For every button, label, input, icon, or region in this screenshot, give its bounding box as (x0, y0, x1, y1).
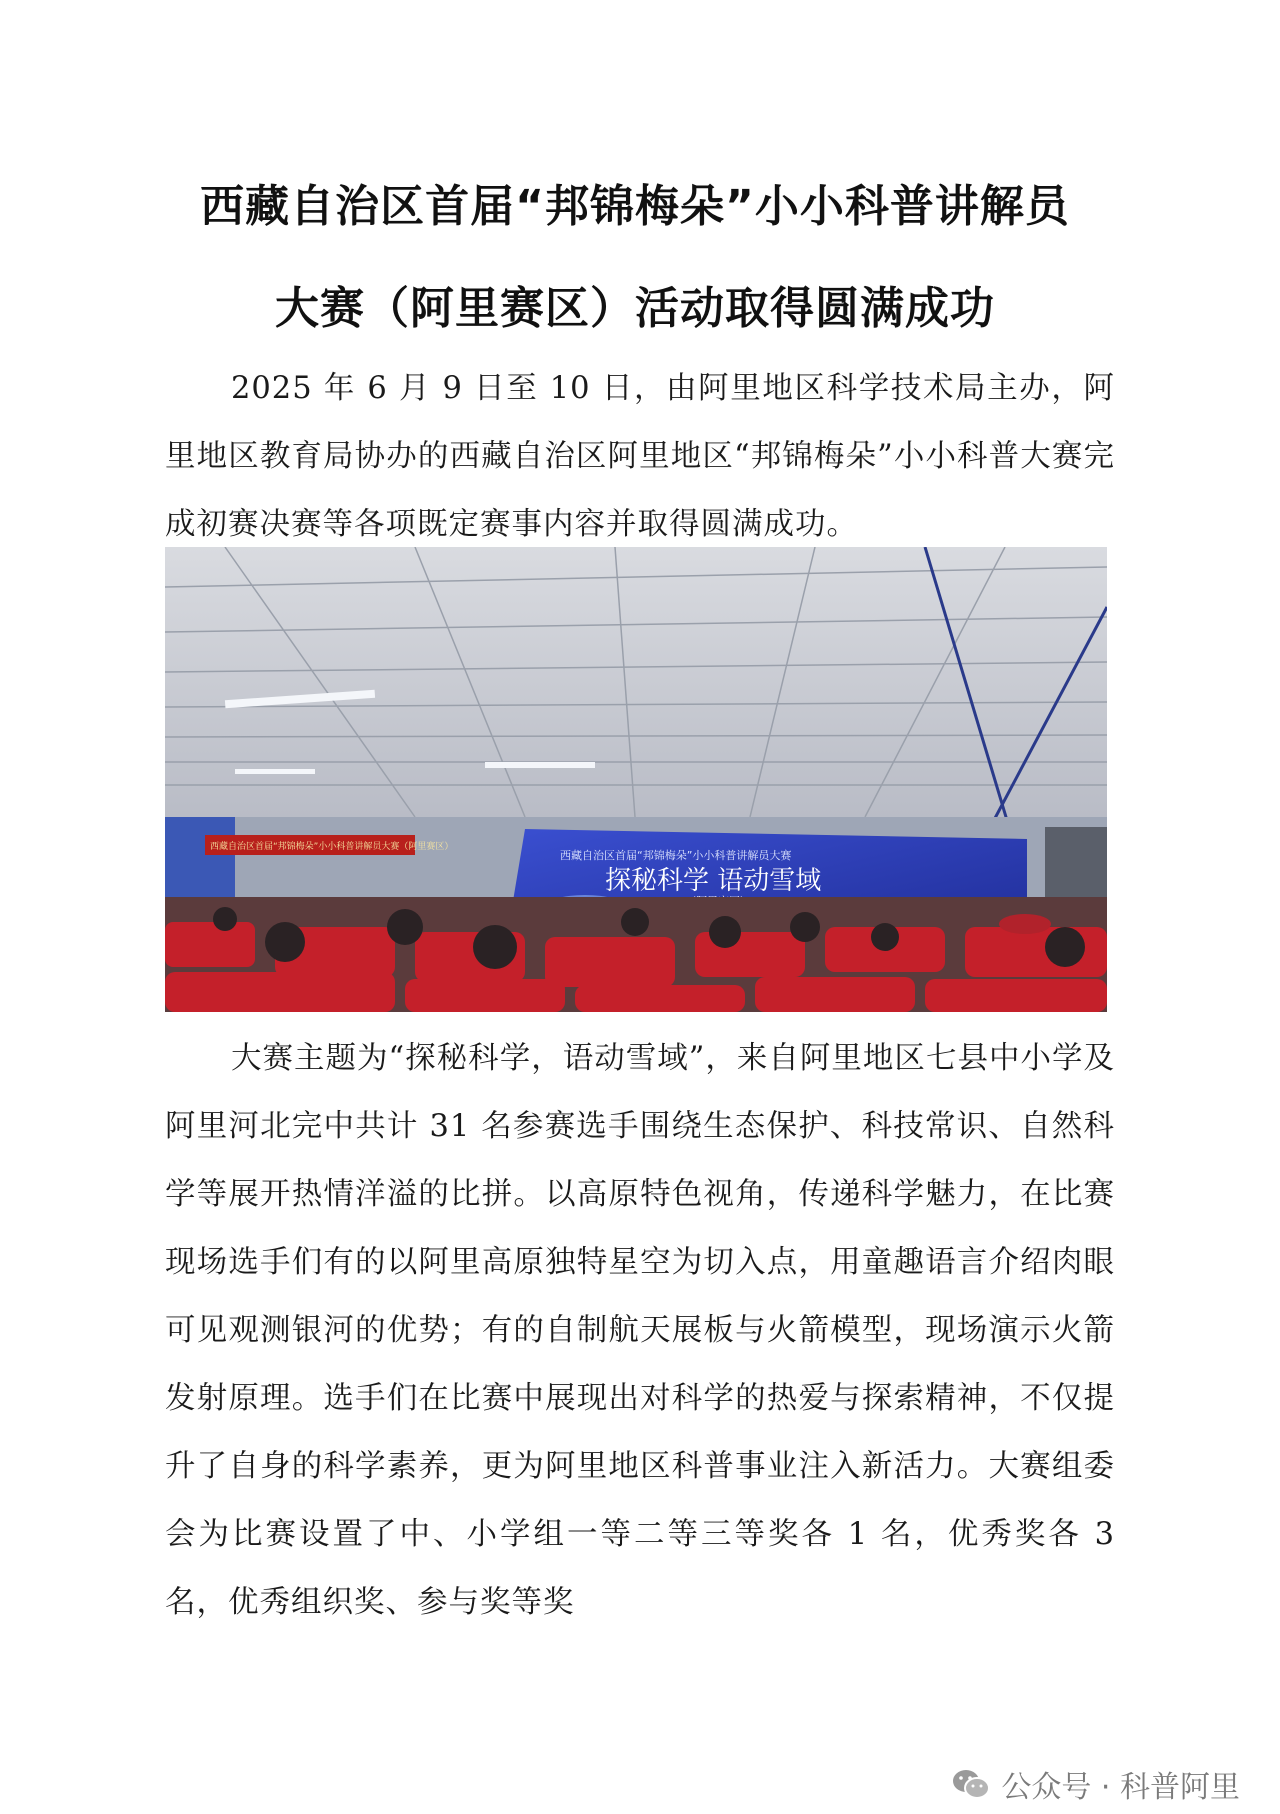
traditional-hat (999, 914, 1051, 934)
wall-banner-text: 西藏自治区首届“邦锦梅朵”小小科普讲解员大赛（阿里赛区） (210, 842, 454, 852)
article-title-line1: 西藏自治区首届“邦锦梅朵”小小科普讲解员 (200, 181, 1070, 232)
event-photo (165, 547, 1107, 1012)
screen-text-line2: 探秘科学 语动雪域 (605, 866, 822, 896)
watermark-text: 公众号 · 科普阿里 (1001, 1770, 1240, 1805)
screen-text-line1: 西藏自治区首届“邦锦梅朵”小小科普讲解员大赛 (560, 849, 792, 862)
article-paragraph-1: 2025 年 6 月 9 日至 10 日，由阿里地区科学技术局主办，阿里地区教育局协办的西藏自治区阿里地区“邦锦梅朵”小小科普大赛完成初赛决赛等各项既定赛事内容并取得圆满成功。 (165, 371, 1115, 542)
article-title-line2: 大赛（阿里赛区）活动取得圆满成功 (275, 283, 995, 334)
article-paragraph-2: 大赛主题为“探秘科学，语动雪域”，来自阿里地区七县中小学及阿里河北完中共计 31 名参赛选手围绕生态保护、科技常识、自然科学等展开热情洋溢的比拼。以高原特色视角，传递科学魅力，在比赛现场选手们有的以阿里高原独特星空为切入点，用童趣语言介绍肉眼可见观测银河的优势；有的自制航天展板与火箭模型，现场演示火箭发射原理。选手们在比赛中展现出对科学的热爱与探索精神，不仅提升了自身的科学素养，更为阿里地区科普事业注入新活力。大赛组委会为比赛设置了中、小学组一等二等三等奖各 1 名，优秀奖各 3 名，优秀组织奖、参与奖等奖 (165, 1041, 1115, 1620)
wechat-icon (951, 1767, 991, 1801)
watermark (951, 1762, 1240, 1806)
